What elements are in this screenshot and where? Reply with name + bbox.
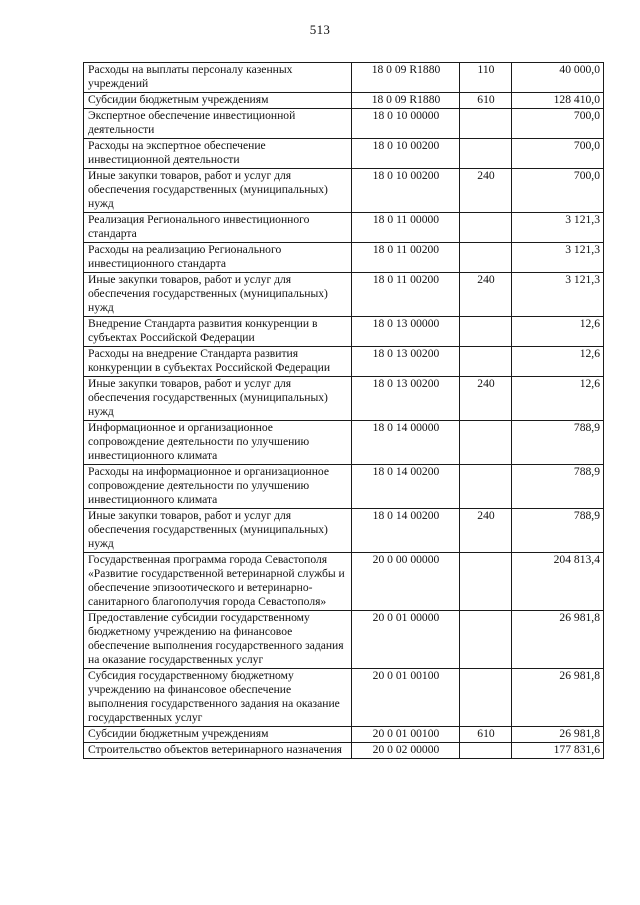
expense-type-code: [460, 553, 512, 611]
expense-name: Субсидия государственному бюджетному учреждению на финансовое обеспечение выполнения государственного задания на оказание государственных услуг: [84, 669, 352, 727]
target-code: 18 0 10 00200: [352, 169, 460, 213]
table-row: [84, 421, 604, 465]
target-code: 20 0 02 00000: [352, 743, 460, 759]
expense-name: Внедрение Стандарта развития конкуренции в субъектах Российской Федерации: [84, 317, 352, 347]
table-row: [84, 317, 604, 347]
amount: 12,6: [512, 347, 604, 377]
expense-type-code: 610: [460, 93, 512, 109]
table-row: [84, 377, 604, 421]
table-row: [84, 63, 604, 93]
target-code: 20 0 01 00000: [352, 611, 460, 669]
expense-type-code: 240: [460, 377, 512, 421]
table-row: [84, 743, 604, 759]
expense-type-code: 110: [460, 63, 512, 93]
target-code: 18 0 13 00200: [352, 347, 460, 377]
amount: 788,9: [512, 465, 604, 509]
expense-name: Расходы на выплаты персоналу казенных учреждений: [84, 63, 352, 93]
amount: 3 121,3: [512, 273, 604, 317]
table-row: [84, 139, 604, 169]
expense-name: Государственная программа города Севастополя «Развитие государственной ветеринарной службы и обеспечение эпизоотического и ветеринарно-санитарного благополучия города Севастополя»: [84, 553, 352, 611]
expense-name: Иные закупки товаров, работ и услуг для обеспечения государственных (муниципальных) нужд: [84, 169, 352, 213]
amount: 204 813,4: [512, 553, 604, 611]
table-row: [84, 169, 604, 213]
expense-type-code: [460, 465, 512, 509]
table-row: [84, 611, 604, 669]
expense-type-code: 240: [460, 273, 512, 317]
expense-type-code: [460, 421, 512, 465]
target-code: 18 0 09 R1880: [352, 93, 460, 109]
expense-type-code: 240: [460, 509, 512, 553]
expense-type-code: [460, 743, 512, 759]
expense-type-code: 610: [460, 727, 512, 743]
target-code: 18 0 14 00200: [352, 465, 460, 509]
table-row: [84, 553, 604, 611]
table-row: [84, 93, 604, 109]
expense-name: Строительство объектов ветеринарного назначения: [84, 743, 352, 759]
expense-name: Субсидии бюджетным учреждениям: [84, 93, 352, 109]
expense-type-code: [460, 109, 512, 139]
expense-name: Иные закупки товаров, работ и услуг для обеспечения государственных (муниципальных) нужд: [84, 509, 352, 553]
expense-type-code: [460, 243, 512, 273]
target-code: 20 0 00 00000: [352, 553, 460, 611]
expense-name: Информационное и организационное сопровождение деятельности по улучшению инвестиционного климата: [84, 421, 352, 465]
amount: 12,6: [512, 377, 604, 421]
amount: 128 410,0: [512, 93, 604, 109]
target-code: 18 0 10 00200: [352, 139, 460, 169]
amount: 26 981,8: [512, 727, 604, 743]
budget-table: [83, 62, 604, 759]
expense-type-code: [460, 139, 512, 169]
table-row: [84, 243, 604, 273]
expense-type-code: [460, 347, 512, 377]
amount: 12,6: [512, 317, 604, 347]
target-code: 18 0 09 R1880: [352, 63, 460, 93]
expense-name: Реализация Регионального инвестиционного стандарта: [84, 213, 352, 243]
target-code: 18 0 13 00000: [352, 317, 460, 347]
expense-name: Расходы на информационное и организационное сопровождение деятельности по улучшению инвестиционного климата: [84, 465, 352, 509]
target-code: 18 0 11 00200: [352, 273, 460, 317]
table-row: [84, 509, 604, 553]
expense-name: Расходы на экспертное обеспечение инвестиционной деятельности: [84, 139, 352, 169]
table-row: [84, 109, 604, 139]
amount: 700,0: [512, 139, 604, 169]
target-code: 18 0 14 00200: [352, 509, 460, 553]
amount: 3 121,3: [512, 213, 604, 243]
amount: 26 981,8: [512, 669, 604, 727]
target-code: 18 0 11 00200: [352, 243, 460, 273]
expense-name: Иные закупки товаров, работ и услуг для обеспечения государственных (муниципальных) нужд: [84, 377, 352, 421]
expense-name: Расходы на внедрение Стандарта развития конкуренции в субъектах Российской Федерации: [84, 347, 352, 377]
amount: 3 121,3: [512, 243, 604, 273]
target-code: 18 0 14 00000: [352, 421, 460, 465]
table-row: [84, 347, 604, 377]
table-row: [84, 213, 604, 243]
expense-type-code: 240: [460, 169, 512, 213]
expense-type-code: [460, 611, 512, 669]
amount: 26 981,8: [512, 611, 604, 669]
amount: 700,0: [512, 109, 604, 139]
amount: 700,0: [512, 169, 604, 213]
table-row: [84, 669, 604, 727]
target-code: 18 0 11 00000: [352, 213, 460, 243]
expense-name: Предоставление субсидии государственному бюджетному учреждению на финансовое обеспечение выполнения государственного задания на оказание государственных услуг: [84, 611, 352, 669]
target-code: 18 0 10 00000: [352, 109, 460, 139]
amount: 788,9: [512, 421, 604, 465]
expense-name: Экспертное обеспечение инвестиционной деятельности: [84, 109, 352, 139]
expense-name: Иные закупки товаров, работ и услуг для обеспечения государственных (муниципальных) нужд: [84, 273, 352, 317]
expense-type-code: [460, 317, 512, 347]
expense-type-code: [460, 213, 512, 243]
target-code: 18 0 13 00200: [352, 377, 460, 421]
table-row: [84, 727, 604, 743]
amount: 788,9: [512, 509, 604, 553]
expense-name: Субсидии бюджетным учреждениям: [84, 727, 352, 743]
amount: 177 831,6: [512, 743, 604, 759]
page-number: 513: [309, 22, 331, 37]
table-row: [84, 273, 604, 317]
expense-name: Расходы на реализацию Регионального инвестиционного стандарта: [84, 243, 352, 273]
expense-type-code: [460, 669, 512, 727]
amount: 40 000,0: [512, 63, 604, 93]
table-row: [84, 465, 604, 509]
target-code: 20 0 01 00100: [352, 727, 460, 743]
target-code: 20 0 01 00100: [352, 669, 460, 727]
